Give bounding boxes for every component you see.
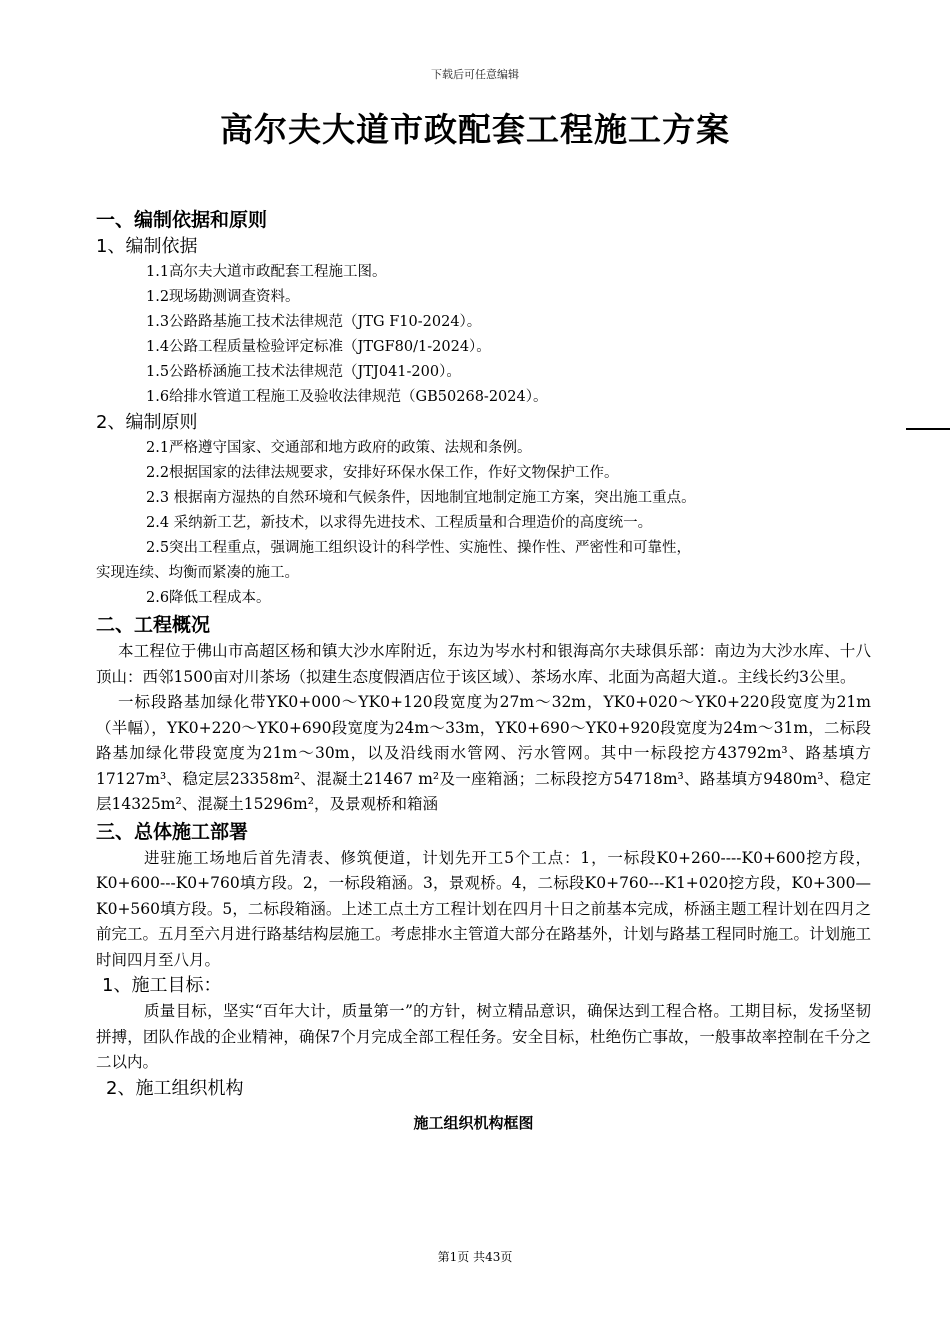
document-title: 高尔夫大道市政配套工程施工方案: [220, 110, 730, 149]
principle-item: 2.1严格遵守国家、交通部和地方政府的政策、法规和条例。: [146, 440, 532, 456]
principle-item: 2.4 采纳新工艺，新技术，以求得先进技术、工程质量和合理造价的高度统一。: [146, 515, 653, 531]
page-header: 下载后可任意编辑: [431, 68, 519, 81]
document-body: [96, 206, 871, 1133]
basis-item: 1.1高尔夫大道市政配套工程施工图。: [146, 264, 387, 280]
goals-paragraph: 质量目标，坚实“百年大计，质量第一”的方针，树立精品意识，确保达到工程合格。工期目标，发扬坚韧拼搏，团队作战的企业精神，确保7个月完成全部工程任务。安全目标，杜绝伤亡事故，一般事故率控制在千分之二以内。: [96, 1002, 871, 1071]
basis-item: 1.4公路工程质量检验评定标准（JTGF80/1-2024）。: [146, 339, 491, 355]
principle-item: 2.2根据国家的法律法规要求，安排好环保水保工作，作好文物保护工作。: [146, 465, 619, 481]
overview-paragraph: 本工程位于佛山市高超区杨和镇大沙水库附近，东边为岑水村和银海高尔夫球俱乐部：南边为大沙水库、十八顶山：西邻1500亩对川茶场（拟建生态度假酒店位于该区域）、茶场水库、北面为高超大道.。主线长约3公里。: [96, 642, 871, 686]
basis-item: 1.3公路路基施工技术法律规范（JTG F10-2024）。: [146, 314, 482, 330]
subsection-heading-3-2: 2、施工组织机构: [106, 1077, 244, 1099]
principle-item: 2.5突出工程重点，强调施工组织设计的科学性、实施性、操作性、严密性和可靠性，: [146, 540, 692, 556]
overview-paragraph: 一标段路基加绿化带YK0+000～YK0+120段宽度为27m～32m，YK0+020～YK0+220段宽度为21m（半幅），YK0+220～YK0+690段宽度为24m～33m，YK0+690～YK0+920段宽度为24m～31m，二标段路基加绿化带段宽度为21m～30m，以及沿线雨水管网、污水管网。其中一标段挖方43792m³、路基填方17127m³、稳定层23358m²、混凝土21467 m²及一座箱涵；二标段挖方54718m³、路基填方9480m³、稳定层14325m²、混凝土15296m²，及景观桥和箱涵: [96, 693, 871, 813]
page-footer: 第1页 共43页: [437, 1250, 513, 1264]
section-heading-1: 一、编制依据和原则: [96, 209, 268, 231]
deployment-paragraph: 进驻施工场地后首先清表、修筑便道，计划先开工5个工点：1，一标段K0+260----K0+600挖方段，K0+600---K0+760填方段。2，一标段箱涵。3，景观桥。4，二标段K0+760---K1+020挖方段，K0+300—K0+560填方段。5，二标段箱涵。上述工点土方工程计划在四月十日之前基本完成，桥涵主题工程计划在四月之前完工。五月至六月进行路基结构层施工。考虑排水主管道大部分在路基外，计划与路基工程同时施工。计划施工时间四月至八月。: [96, 848, 872, 969]
basis-item: 1.5公路桥涵施工技术法律规范（JTJ041-200）。: [146, 364, 461, 380]
section-heading-2: 二、工程概况: [96, 614, 211, 636]
principle-item: 2.6降低工程成本。: [146, 590, 271, 606]
subsection-heading-1-1: 1、编制依据: [96, 236, 198, 257]
margin-mark: [906, 428, 950, 430]
basis-item: 1.2现场勘测调查资料。: [146, 289, 300, 305]
figure-caption: 施工组织机构框图: [413, 1113, 534, 1132]
principle-item-continuation: 实现连续、均衡而紧凑的施工。: [96, 565, 299, 581]
basis-item: 1.6给排水管道工程施工及验收法律规范（GB50268-2024）。: [146, 389, 548, 405]
principle-item: 2.3 根据南方湿热的自然环境和气候条件，因地制宜地制定施工方案，突出施工重点。: [146, 490, 696, 506]
subsection-heading-3-1: 1、施工目标：: [102, 975, 222, 996]
section-heading-3: 三、总体施工部署: [96, 820, 249, 843]
subsection-heading-1-2: 2、编制原则: [96, 412, 198, 433]
